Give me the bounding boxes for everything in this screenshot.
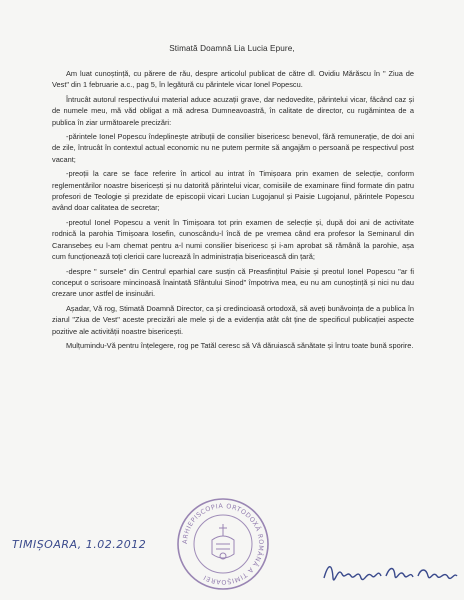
- paragraph: -despre " sursele" din Centrul eparhial care susțin că Preasfințitul Paisie și preotul Ionel Popescu "ar fi conceput o scrisoare mincinoasă înaintată Sfântului Sinod" împotriva mea, eu nu am cunoștință și nici nu dau crezare unor astfel de insinuări.: [52, 266, 414, 299]
- paragraph: Am luat cunoștință, cu părere de rău, despre articolul publicat de către dl. Ovidiu Mărăscu în " Ziua de Vest" din 1 februarie a.c., pag 5, în legătură cu părintele vicar Ionel Popescu.: [52, 69, 414, 90]
- paragraph: -preotul Ionel Popescu a venit în Timișoara tot prin examen de selecție și, după doi ani de activitate rodnică la parohia Timișoara Iosefin, cunoscându-l încă de pe vremea când era profesor la Seminarul din Caransebeș eu l-am chemat pentru a-l numi consilier bisericesc și i-am aprobat să rămână la parohie, așa cum funcționează toți clericii care lucrează în administrația bisericească din țară;: [52, 217, 414, 262]
- paragraph: Mulțumindu-Vă pentru înțelegere, rog pe Tatăl ceresc să Vă dăruiască sănătate și întru toate bună sporire.: [66, 340, 414, 350]
- seal-text: ARHIEPISCOPIA ORTODOXĂ ROMÂNĂ A TIMIȘOAREI: [180, 501, 266, 587]
- salutation: Stimată Doamnă Lia Lucia Epure,: [169, 44, 295, 53]
- signature: [320, 556, 460, 590]
- official-seal: [175, 496, 271, 592]
- handwritten-date: TIMIȘOARA, 1.02.2012: [12, 538, 147, 551]
- paragraph: -părintele Ionel Popescu îndeplinește atribuții de consilier bisericesc benevol, fără remunerație, de doi ani de zile, întrucât în contextul actual economic nu ne putem permite să angajăm o persoană pe respectivul post vacant;: [52, 132, 414, 164]
- paragraph: -preoții la care se face referire în articol au intrat în Timișoara prin examen de selecție, conform reglementărilor noastre bisericești și nu datorită părintelui vicar, comisiile de examinare fiind formate din patru profesori de Teologie și prezidate de episcopii vicari Lucian Lugojanul și Paisie Lugojanul, părintele Popescu având doar calitatea de secretar;: [52, 169, 414, 213]
- letter-body: [52, 68, 414, 354]
- paragraph: Întrucât autorul respectivului material aduce acuzații grave, dar nedovedite, părintelui vicar, făcând caz și de numele meu, mă văd obligat a mă adresa Dumneavoastră, în calitate de director, cu rugămintea de a publica în ziar următoarele precizări:: [52, 94, 414, 127]
- seal-emblem: [212, 524, 234, 559]
- paragraph: Așadar, Vă rog, Stimată Doamnă Director, ca și credincioasă ortodoxă, să aveți bunăvoința de a publica în ziarul "Ziua de Vest" aceste precizări ale mele și de a evidenția atât cât ține de specificul publicației aspecte pozitive ale activității noastre bisericești.: [52, 303, 414, 336]
